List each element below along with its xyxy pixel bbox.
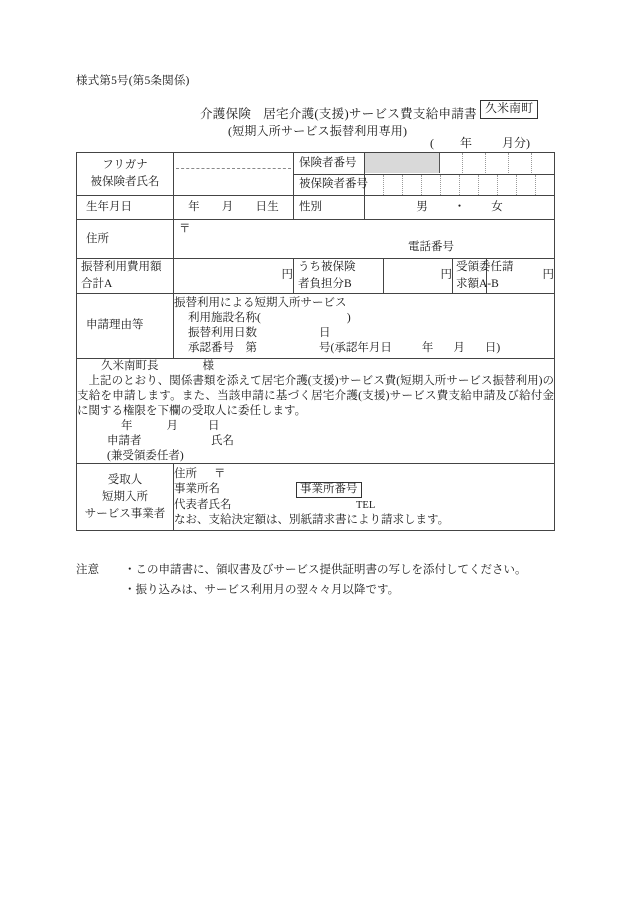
declaration-day-label: 日 bbox=[208, 419, 220, 432]
insured-number-label: 被保険者番号 bbox=[294, 174, 365, 196]
form-number: 様式第5号(第5条関係) bbox=[76, 75, 190, 87]
usage-days-label: 振替利用日数 bbox=[188, 326, 257, 339]
recipient-rep-label: 代表者氏名 bbox=[174, 499, 232, 512]
amount-b-unit: 円 bbox=[440, 269, 452, 282]
reason-label-cell bbox=[77, 293, 174, 358]
facility-name-label: 利用施設名称( bbox=[188, 311, 261, 324]
approval-number-label: 承認番号 第 bbox=[188, 341, 257, 354]
insurer-number-shaded bbox=[365, 153, 440, 173]
usage-days-unit: 日 bbox=[319, 326, 331, 339]
recipient-note: なお、支給決定額は、別紙請求書により請求します。 bbox=[174, 514, 450, 527]
dob-label-cell bbox=[77, 196, 174, 220]
table-row-address bbox=[77, 220, 555, 259]
approval-day-label: 日) bbox=[484, 341, 501, 354]
table-row-name bbox=[77, 153, 555, 175]
recipient-tel-label: TEL bbox=[356, 500, 376, 512]
dob-year-label: 年 bbox=[188, 201, 200, 214]
applicant-name-label: 氏名 bbox=[211, 434, 234, 447]
insurer-number-cell-2[interactable] bbox=[462, 153, 485, 173]
recipient-label-cell bbox=[77, 464, 174, 531]
dob-day-label: 日生 bbox=[255, 201, 279, 214]
amount-a-label-line2: 合計A bbox=[81, 277, 113, 290]
page-title bbox=[200, 104, 477, 122]
applicant-signature-line bbox=[77, 434, 554, 449]
note-item-2: ・振り込みは、サービス利用月の翌々々月以降です。 bbox=[124, 584, 400, 597]
table-row-declaration bbox=[77, 358, 555, 464]
period-open-paren: ( bbox=[430, 136, 434, 150]
approval-year-label: 年 bbox=[421, 341, 434, 354]
declaration-body-text: 上記のとおり、関係書類を添えて居宅介護(支援)サービス費(短期入所サービス振替利用)の支給を申請します。また、当該申請に基づく居宅介護(支援)サービス費支給申請及び給付金に関する権限を下欄の受取人に委任します。 bbox=[77, 374, 555, 417]
insurer-number-grid bbox=[365, 153, 554, 173]
page-subtitle: (短期入所サービス振替利用専用) bbox=[228, 124, 408, 138]
amount-b-label-line1: うち被保険 bbox=[298, 261, 356, 273]
telephone-label: 電話番号 bbox=[408, 241, 454, 253]
postal-code-mark: 〒 bbox=[179, 223, 191, 235]
sex-label-cell bbox=[294, 196, 365, 220]
insured-number-cell-2[interactable] bbox=[384, 175, 403, 195]
approval-month-label: 月 bbox=[453, 341, 465, 354]
facility-name-close: ) bbox=[346, 311, 351, 324]
name-label-cell bbox=[77, 153, 174, 196]
table-row-reason bbox=[77, 293, 555, 358]
declaration-honorific: 様 bbox=[202, 359, 214, 372]
recipient-address-line bbox=[174, 467, 554, 482]
amount-b-label-line2: 者負担分B bbox=[298, 277, 352, 290]
insurer-number-cell-3[interactable] bbox=[485, 153, 508, 173]
insured-number-cell-5[interactable] bbox=[441, 175, 460, 195]
declaration-month-label: 月 bbox=[166, 419, 178, 432]
amount-a-unit: 円 bbox=[281, 269, 293, 282]
insured-number-grid-cell[interactable] bbox=[365, 174, 555, 196]
reason-line-1: 振替利用による短期入所サービス bbox=[174, 297, 347, 309]
period-month-label: 月分) bbox=[502, 136, 531, 150]
amount-c-label-line2: 求額A-B bbox=[456, 277, 499, 290]
title-prefix: 介護保険 bbox=[200, 107, 252, 121]
declaration-addressee-line bbox=[77, 359, 554, 374]
period-year-label: 年 bbox=[460, 136, 473, 150]
period-line bbox=[430, 134, 530, 151]
insurer-number-cell-5[interactable] bbox=[531, 153, 554, 173]
recipient-details[interactable] bbox=[174, 464, 555, 531]
insurer-number-cell-1[interactable] bbox=[440, 153, 463, 173]
sex-选择-cell[interactable] bbox=[365, 196, 555, 220]
insured-number-grid bbox=[365, 175, 554, 195]
sex-label: 性別 bbox=[299, 201, 322, 214]
declaration-addressee: 久米南町長 bbox=[101, 359, 159, 372]
sex-separator: ・ bbox=[453, 201, 466, 214]
recipient-label-line2: 短期入所 bbox=[102, 490, 148, 503]
insured-number-cell-10[interactable] bbox=[535, 175, 554, 195]
recipient-rep-line bbox=[174, 498, 554, 513]
note-line-1 bbox=[76, 560, 527, 580]
amount-a-input[interactable] bbox=[174, 259, 294, 294]
address-input[interactable] bbox=[174, 220, 555, 259]
insured-number-cell-4[interactable] bbox=[422, 175, 441, 195]
insurer-number-label: 保険者番号 bbox=[294, 153, 365, 175]
recipient-office-name-line bbox=[174, 482, 554, 499]
insurer-number-cell-4[interactable] bbox=[508, 153, 531, 173]
declaration-date-line bbox=[77, 419, 554, 434]
amount-a-label-line1: 振替利用費用額 bbox=[81, 261, 162, 273]
application-form-table bbox=[76, 152, 555, 531]
table-row-dob-sex bbox=[77, 196, 555, 220]
sex-male-option[interactable]: 男 bbox=[416, 201, 428, 214]
recipient-postal-mark: 〒 bbox=[214, 467, 226, 480]
reason-line-3 bbox=[174, 326, 554, 341]
amount-a-label-cell bbox=[77, 259, 174, 294]
reason-input[interactable] bbox=[174, 293, 555, 358]
table-row-recipient bbox=[77, 464, 555, 531]
note-line-2 bbox=[76, 580, 527, 600]
note-item-1: ・この申請書に、領収書及びサービス提供証明書の写しを添付してください。 bbox=[124, 564, 527, 576]
recipient-office-name-label: 事業所名 bbox=[174, 482, 220, 495]
recipient-label-line1: 受取人 bbox=[107, 474, 143, 487]
reason-label: 申請理由等 bbox=[86, 319, 144, 332]
footer-notes bbox=[76, 560, 527, 600]
reason-line-4 bbox=[174, 341, 554, 356]
insured-number-cell-7[interactable] bbox=[478, 175, 497, 195]
amount-b-label-cell bbox=[294, 259, 384, 294]
insured-number-cell-9[interactable] bbox=[516, 175, 535, 195]
reason-line-2 bbox=[174, 311, 554, 326]
declaration-block bbox=[77, 358, 555, 464]
title-main-text: 居宅介護(支援)サービス費支給申請書 bbox=[263, 107, 477, 121]
town-name-box: 久米南町 bbox=[480, 100, 538, 119]
notes-label: 注意 bbox=[76, 564, 99, 576]
office-number-box[interactable]: 事業所番号 bbox=[296, 482, 362, 499]
insurer-number-grid-cell[interactable] bbox=[365, 153, 555, 175]
insured-number-cell-6[interactable] bbox=[459, 175, 478, 195]
table-row-amounts bbox=[77, 259, 555, 294]
amount-c-unit: 円 bbox=[542, 269, 555, 282]
amount-b-input[interactable] bbox=[384, 259, 453, 294]
dob-input[interactable] bbox=[174, 196, 294, 220]
declaration-year-label: 年 bbox=[121, 419, 133, 432]
insured-number-cell-3[interactable] bbox=[403, 175, 422, 195]
amount-c-label-line1: 受領委任請 bbox=[456, 261, 514, 273]
address-label: 住所 bbox=[86, 232, 109, 245]
furigana-divider bbox=[176, 168, 291, 169]
insured-number-cell-8[interactable] bbox=[497, 175, 516, 195]
dob-label: 生年月日 bbox=[86, 201, 132, 214]
approval-number-mid: 号(承認年月日 bbox=[319, 341, 392, 354]
furigana-label: フリガナ bbox=[102, 159, 148, 172]
dob-month-label: 月 bbox=[221, 201, 234, 214]
insured-name-input[interactable] bbox=[174, 153, 294, 196]
applicant-subtitle: (兼受領委任者) bbox=[107, 449, 184, 462]
amount-c-label-cell bbox=[453, 259, 514, 294]
recipient-label-line3: サービス事業者 bbox=[84, 507, 166, 520]
insured-name-label: 被保険者氏名 bbox=[90, 176, 160, 188]
address-label-cell bbox=[77, 220, 174, 259]
sex-female-option[interactable]: 女 bbox=[491, 201, 503, 214]
applicant-label: 申請者 bbox=[107, 434, 142, 447]
recipient-address-label: 住所 bbox=[174, 467, 197, 480]
